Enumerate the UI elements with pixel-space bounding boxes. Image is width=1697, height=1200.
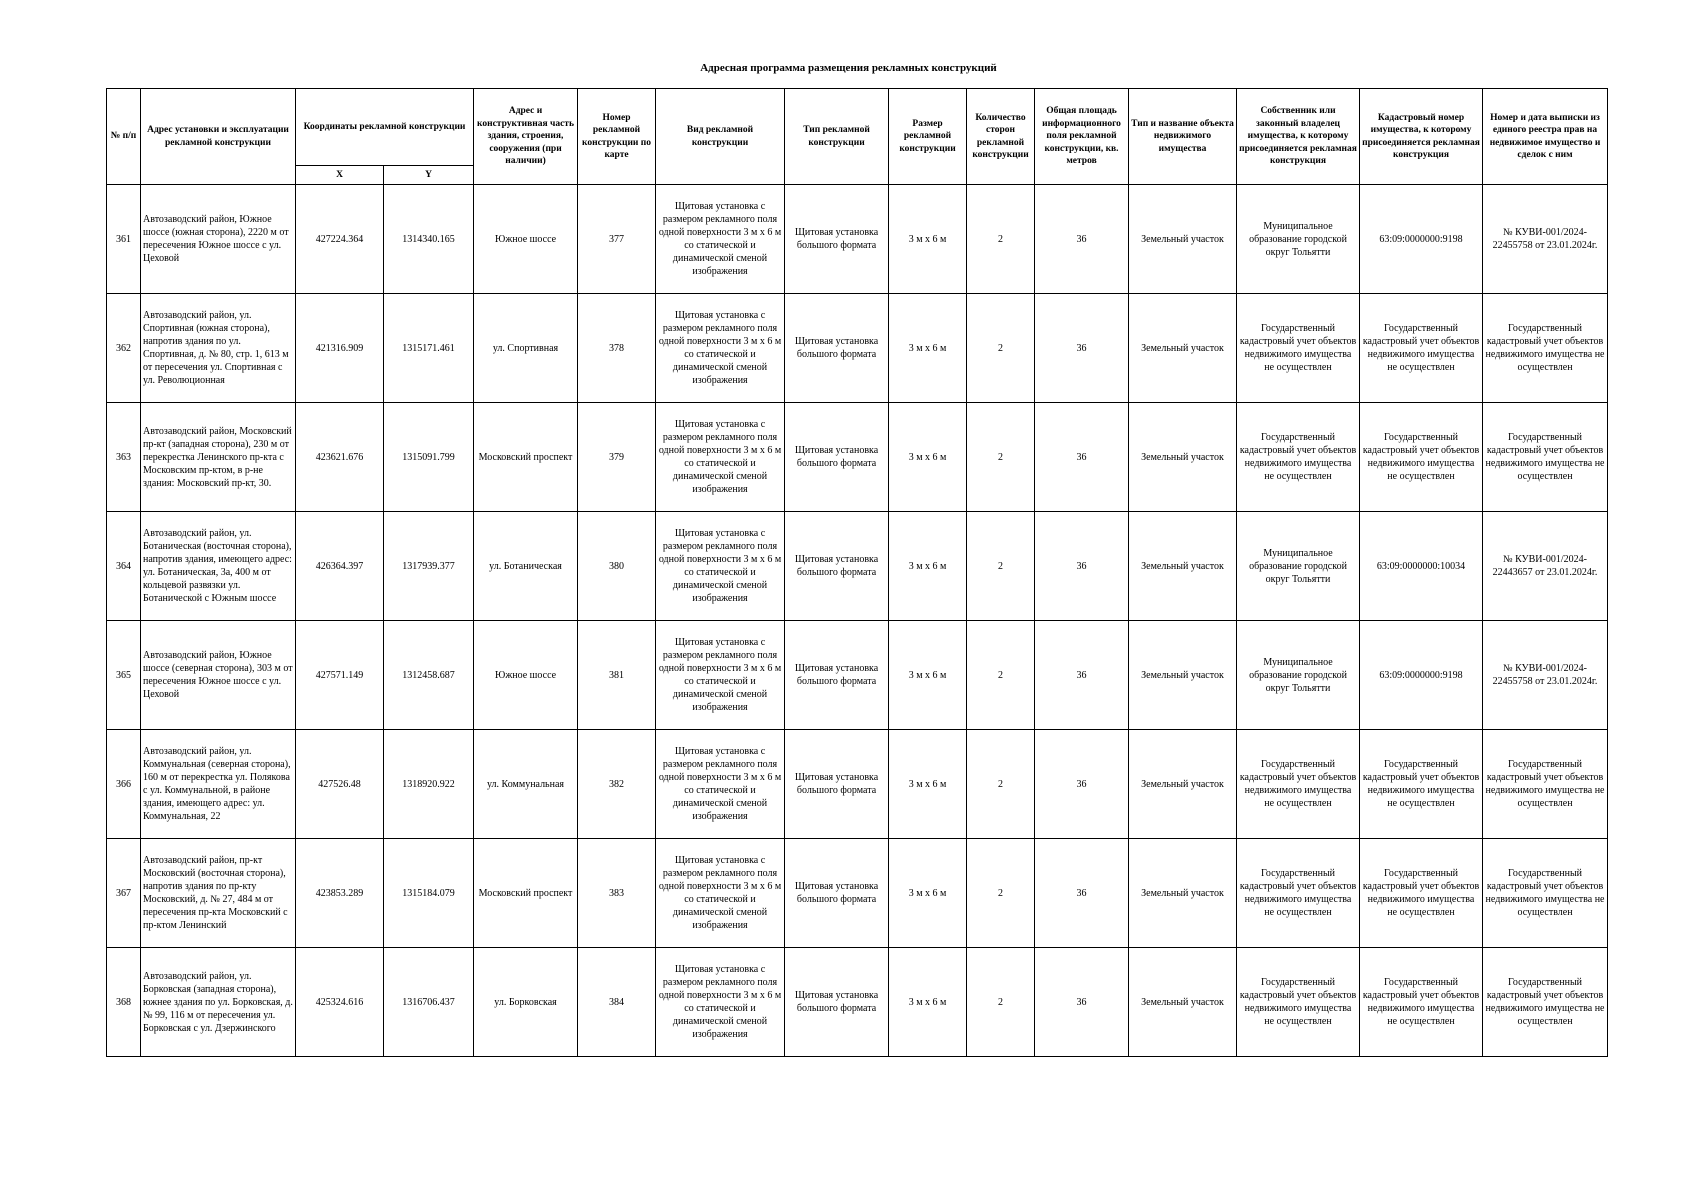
- cell-area: 36: [1035, 185, 1129, 294]
- cell-num: 368: [107, 948, 141, 1057]
- cell-sides: 2: [967, 512, 1035, 621]
- cell-size: 3 м х 6 м: [889, 948, 967, 1057]
- cell-map-number: 382: [578, 730, 656, 839]
- cell-y: 1312458.687: [384, 621, 474, 730]
- table-row: [107, 621, 1608, 730]
- cell-kind: Щитовая установка с размером рекламного поля одной поверхности 3 м х 6 м со статической и динамической сменой изображения: [656, 185, 785, 294]
- header-area: Общая площадь информационного поля рекламной конструкции, кв. метров: [1035, 89, 1129, 185]
- cell-num: 365: [107, 621, 141, 730]
- cell-registry: № КУВИ-001/2024-22455758 от 23.01.2024г.: [1483, 621, 1608, 730]
- cell-object: Земельный участок: [1129, 185, 1237, 294]
- cell-building: Московский проспект: [474, 839, 578, 948]
- header-size: Размер рекламной конструкции: [889, 89, 967, 185]
- cell-owner: Государственный кадастровый учет объектов недвижимого имущества не осуществлен: [1237, 948, 1360, 1057]
- table-row: [107, 839, 1608, 948]
- header-cadastral: Кадастровый номер имущества, к которому присоединяется рекламная конструкция: [1360, 89, 1483, 185]
- cell-owner: Государственный кадастровый учет объектов недвижимого имущества не осуществлен: [1237, 839, 1360, 948]
- cell-num: 364: [107, 512, 141, 621]
- table-row: [107, 294, 1608, 403]
- cell-type: Щитовая установка большого формата: [785, 621, 889, 730]
- cell-size: 3 м х 6 м: [889, 621, 967, 730]
- cell-x: 426364.397: [296, 512, 384, 621]
- cell-owner: Муниципальное образование городской округ Тольятти: [1237, 621, 1360, 730]
- table-row: [107, 512, 1608, 621]
- cell-x: 423853.289: [296, 839, 384, 948]
- cell-building: Южное шоссе: [474, 621, 578, 730]
- cell-sides: 2: [967, 294, 1035, 403]
- cell-object: Земельный участок: [1129, 621, 1237, 730]
- cell-object: Земельный участок: [1129, 403, 1237, 512]
- cell-type: Щитовая установка большого формата: [785, 839, 889, 948]
- cell-type: Щитовая установка большого формата: [785, 948, 889, 1057]
- cell-address: Автозаводский район, Южное шоссе (южная сторона), 2220 м от пересечения Южное шоссе с ул. Цеховой: [141, 185, 296, 294]
- header-registry: Номер и дата выписки из единого реестра прав на недвижимое имущество и сделок с ним: [1483, 89, 1608, 185]
- cell-map-number: 377: [578, 185, 656, 294]
- cell-area: 36: [1035, 403, 1129, 512]
- cell-cadastral: Государственный кадастровый учет объектов недвижимого имущества не осуществлен: [1360, 948, 1483, 1057]
- cell-address: Автозаводский район, пр-кт Московский (восточная сторона), напротив здания по пр-кту Московский, д. № 27, 484 м от пересечения пр-кта Московский с пр-ктом Ленинский: [141, 839, 296, 948]
- cell-kind: Щитовая установка с размером рекламного поля одной поверхности 3 м х 6 м со статической и динамической сменой изображения: [656, 512, 785, 621]
- cell-registry: Государственный кадастровый учет объектов недвижимого имущества не осуществлен: [1483, 948, 1608, 1057]
- cell-x: 421316.909: [296, 294, 384, 403]
- cell-type: Щитовая установка большого формата: [785, 512, 889, 621]
- cell-address: Автозаводский район, Московский пр-кт (западная сторона), 230 м от перекрестка Ленинского пр-кта с Московским пр-ктом, в р-не здания: Московский пр-кт, 30.: [141, 403, 296, 512]
- cell-kind: Щитовая установка с размером рекламного поля одной поверхности 3 м х 6 м со статической и динамической сменой изображения: [656, 621, 785, 730]
- cell-map-number: 384: [578, 948, 656, 1057]
- cell-size: 3 м х 6 м: [889, 185, 967, 294]
- cell-registry: № КУВИ-001/2024-22455758 от 23.01.2024г.: [1483, 185, 1608, 294]
- document-title: Адресная программа размещения рекламных конструкций: [700, 62, 997, 74]
- cell-building: ул. Борковская: [474, 948, 578, 1057]
- cell-cadastral: Государственный кадастровый учет объектов недвижимого имущества не осуществлен: [1360, 403, 1483, 512]
- cell-sides: 2: [967, 621, 1035, 730]
- cell-kind: Щитовая установка с размером рекламного поля одной поверхности 3 м х 6 м со статической и динамической сменой изображения: [656, 730, 785, 839]
- cell-owner: Муниципальное образование городской округ Тольятти: [1237, 185, 1360, 294]
- cell-object: Земельный участок: [1129, 512, 1237, 621]
- cell-y: 1315091.799: [384, 403, 474, 512]
- cell-x: 427571.149: [296, 621, 384, 730]
- cell-type: Щитовая установка большого формата: [785, 403, 889, 512]
- cell-map-number: 380: [578, 512, 656, 621]
- cell-size: 3 м х 6 м: [889, 839, 967, 948]
- cell-type: Щитовая установка большого формата: [785, 294, 889, 403]
- cell-address: Автозаводский район, ул. Коммунальная (северная сторона), 160 м от перекрестка ул. Полякова с ул. Коммунальной, в районе здания, имеющего адрес: ул. Коммунальная, 22: [141, 730, 296, 839]
- cell-registry: Государственный кадастровый учет объектов недвижимого имущества не осуществлен: [1483, 403, 1608, 512]
- cell-size: 3 м х 6 м: [889, 512, 967, 621]
- header-x: X: [296, 166, 384, 185]
- cell-cadastral: 63:09:0000000:9198: [1360, 185, 1483, 294]
- header-kind: Вид рекламной конструкции: [656, 89, 785, 185]
- cell-type: Щитовая установка большого формата: [785, 185, 889, 294]
- cell-y: 1315171.461: [384, 294, 474, 403]
- cell-x: 427526.48: [296, 730, 384, 839]
- cell-registry: Государственный кадастровый учет объектов недвижимого имущества не осуществлен: [1483, 839, 1608, 948]
- cell-kind: Щитовая установка с размером рекламного поля одной поверхности 3 м х 6 м со статической и динамической сменой изображения: [656, 403, 785, 512]
- cell-sides: 2: [967, 185, 1035, 294]
- cell-num: 366: [107, 730, 141, 839]
- header-sides: Количество сторон рекламной конструкции: [967, 89, 1035, 185]
- cell-registry: № КУВИ-001/2024-22443657 от 23.01.2024г.: [1483, 512, 1608, 621]
- cell-cadastral: Государственный кадастровый учет объектов недвижимого имущества не осуществлен: [1360, 730, 1483, 839]
- cell-building: Московский проспект: [474, 403, 578, 512]
- cell-object: Земельный участок: [1129, 839, 1237, 948]
- cell-object: Земельный участок: [1129, 730, 1237, 839]
- cell-address: Автозаводский район, ул. Спортивная (южная сторона), напротив здания по ул. Спортивная, д. № 80, стр. 1, 613 м от пересечения ул. Спортивная с ул. Революционная: [141, 294, 296, 403]
- table-row: [107, 185, 1608, 294]
- cell-map-number: 378: [578, 294, 656, 403]
- cell-registry: Государственный кадастровый учет объектов недвижимого имущества не осуществлен: [1483, 294, 1608, 403]
- cell-owner: Муниципальное образование городской округ Тольятти: [1237, 512, 1360, 621]
- cell-num: 362: [107, 294, 141, 403]
- cell-address: Автозаводский район, ул. Борковская (западная сторона), южнее здания по ул. Борковская, д. № 99, 116 м от пересечения ул. Борковская с ул. Дзержинского: [141, 948, 296, 1057]
- cell-x: 423621.676: [296, 403, 384, 512]
- cell-owner: Государственный кадастровый учет объектов недвижимого имущества не осуществлен: [1237, 403, 1360, 512]
- table-row: [107, 403, 1608, 512]
- cell-object: Земельный участок: [1129, 948, 1237, 1057]
- cell-y: 1318920.922: [384, 730, 474, 839]
- cell-building: ул. Коммунальная: [474, 730, 578, 839]
- cell-x: 427224.364: [296, 185, 384, 294]
- cell-cadastral: Государственный кадастровый учет объектов недвижимого имущества не осуществлен: [1360, 839, 1483, 948]
- cell-num: 361: [107, 185, 141, 294]
- cell-owner: Государственный кадастровый учет объектов недвижимого имущества не осуществлен: [1237, 730, 1360, 839]
- cell-building: Южное шоссе: [474, 185, 578, 294]
- cell-sides: 2: [967, 403, 1035, 512]
- header-building: Адрес и конструктивная часть здания, строения, сооружения (при наличии): [474, 89, 578, 185]
- header-type: Тип рекламной конструкции: [785, 89, 889, 185]
- table-row: [107, 948, 1608, 1057]
- cell-object: Земельный участок: [1129, 294, 1237, 403]
- cell-size: 3 м х 6 м: [889, 730, 967, 839]
- cell-cadastral: 63:09:0000000:9198: [1360, 621, 1483, 730]
- cell-registry: Государственный кадастровый учет объектов недвижимого имущества не осуществлен: [1483, 730, 1608, 839]
- header-row: [107, 89, 1608, 166]
- cell-num: 367: [107, 839, 141, 948]
- advertising-table: [106, 88, 1608, 1057]
- header-owner: Собственник или законный владелец имущества, к которому присоединяется рекламная конструкция: [1237, 89, 1360, 185]
- cell-area: 36: [1035, 839, 1129, 948]
- cell-building: ул. Ботаническая: [474, 512, 578, 621]
- header-address: Адрес установки и эксплуатации рекламной конструкции: [141, 89, 296, 185]
- cell-map-number: 379: [578, 403, 656, 512]
- header-num: № п/п: [107, 89, 141, 185]
- cell-kind: Щитовая установка с размером рекламного поля одной поверхности 3 м х 6 м со статической и динамической сменой изображения: [656, 839, 785, 948]
- header-map-number: Номер рекламной конструкции по карте: [578, 89, 656, 185]
- cell-y: 1315184.079: [384, 839, 474, 948]
- cell-kind: Щитовая установка с размером рекламного поля одной поверхности 3 м х 6 м со статической и динамической сменой изображения: [656, 294, 785, 403]
- cell-y: 1316706.437: [384, 948, 474, 1057]
- cell-building: ул. Спортивная: [474, 294, 578, 403]
- cell-sides: 2: [967, 730, 1035, 839]
- cell-y: 1317939.377: [384, 512, 474, 621]
- cell-area: 36: [1035, 512, 1129, 621]
- cell-sides: 2: [967, 839, 1035, 948]
- cell-sides: 2: [967, 948, 1035, 1057]
- cell-x: 425324.616: [296, 948, 384, 1057]
- cell-map-number: 383: [578, 839, 656, 948]
- cell-area: 36: [1035, 621, 1129, 730]
- cell-size: 3 м х 6 м: [889, 294, 967, 403]
- cell-address: Автозаводский район, ул. Ботаническая (восточная сторона), напротив здания, имеющего адрес: ул. Ботаническая, 3а, 400 м от кольцевой развязки ул. Ботанической с Южным шоссе: [141, 512, 296, 621]
- cell-area: 36: [1035, 948, 1129, 1057]
- cell-size: 3 м х 6 м: [889, 403, 967, 512]
- cell-y: 1314340.165: [384, 185, 474, 294]
- cell-num: 363: [107, 403, 141, 512]
- cell-type: Щитовая установка большого формата: [785, 730, 889, 839]
- header-y: Y: [384, 166, 474, 185]
- cell-cadastral: 63:09:0000000:10034: [1360, 512, 1483, 621]
- table-row: [107, 730, 1608, 839]
- cell-map-number: 381: [578, 621, 656, 730]
- header-coords: Координаты рекламной конструкции: [296, 89, 474, 166]
- cell-owner: Государственный кадастровый учет объектов недвижимого имущества не осуществлен: [1237, 294, 1360, 403]
- header-object: Тип и название объекта недвижимого имущества: [1129, 89, 1237, 185]
- cell-area: 36: [1035, 294, 1129, 403]
- cell-address: Автозаводский район, Южное шоссе (северная сторона), 303 м от пересечения Южное шоссе с ул. Цеховой: [141, 621, 296, 730]
- cell-cadastral: Государственный кадастровый учет объектов недвижимого имущества не осуществлен: [1360, 294, 1483, 403]
- cell-area: 36: [1035, 730, 1129, 839]
- table-body: [107, 185, 1608, 1057]
- cell-kind: Щитовая установка с размером рекламного поля одной поверхности 3 м х 6 м со статической и динамической сменой изображения: [656, 948, 785, 1057]
